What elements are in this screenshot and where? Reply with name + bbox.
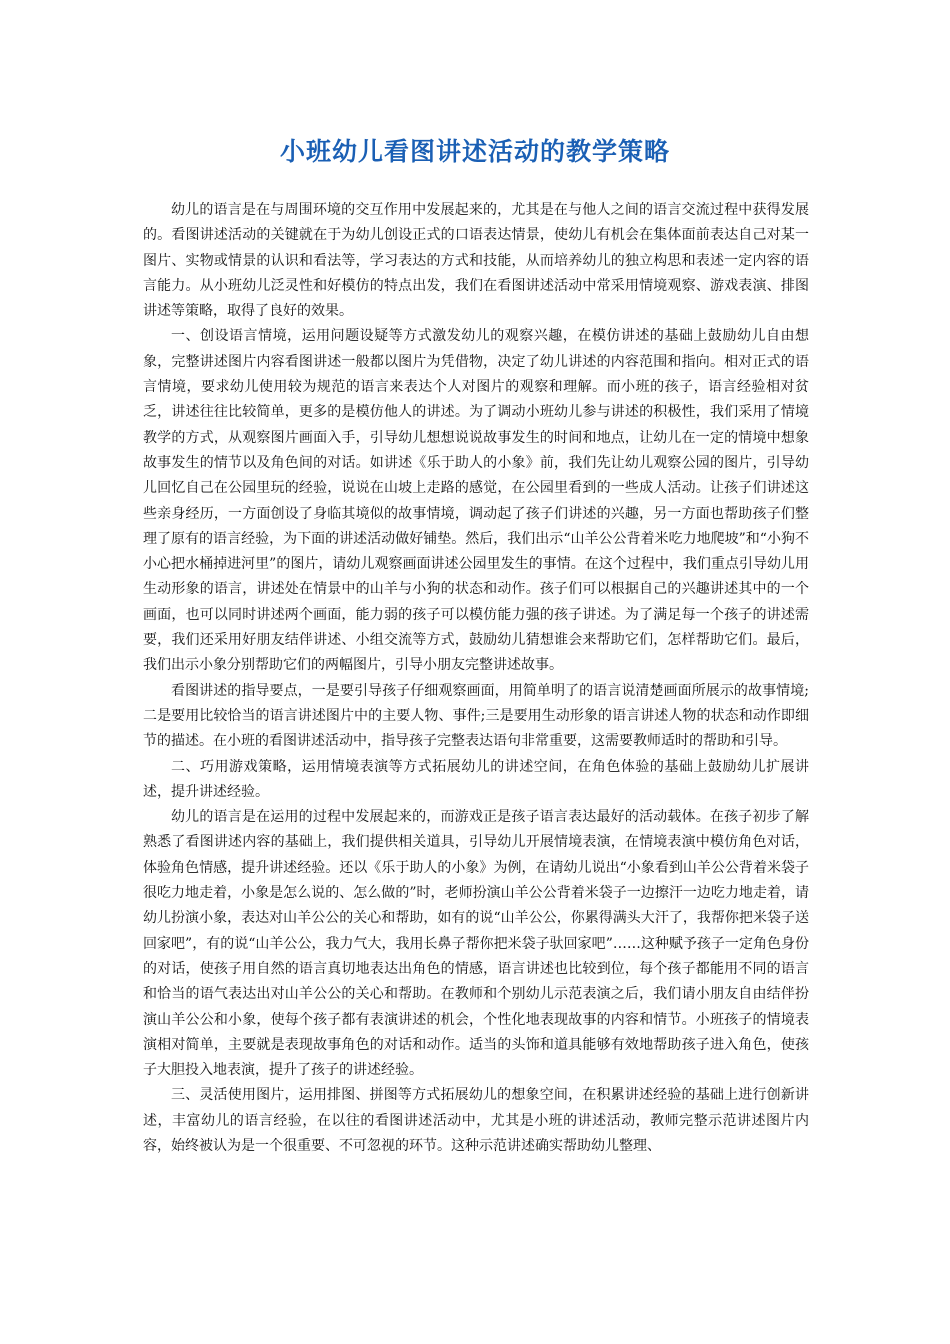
paragraph-section-2-heading: 二、巧用游戏策略，运用情境表演等方式拓展幼儿的讲述空间，在角色体验的基础上鼓励幼儿扩展讲述，提升讲述经验。 [143, 758, 809, 800]
paragraph-section-3: 三、灵活使用图片，运用排图、拼图等方式拓展幼儿的想象空间，在积累讲述经验的基础上进行创新讲述，丰富幼儿的语言经验，在以往的看图讲述活动中，尤其是小班的讲述活动，教师完整示范讲述图片内容，始终被认为是一个很重要、不可忽视的环节。这种示范讲述确实帮助幼儿整理、 [143, 1087, 809, 1154]
paragraph-section-1: 一、创设语言情境，运用问题设疑等方式激发幼儿的观察兴趣，在模仿讲述的基础上鼓励幼儿自由想象，完整讲述图片内容看图讲述一般都以图片为凭借物，决定了幼儿讲述的内容范围和指向。相对正式的语言情境，要求幼儿使用较为规范的语言来表达个人对图片的观察和理解。而小班的孩子，语言经验相对贫乏，讲述往往比较简单，更多的是模仿他人的讲述。为了调动小班幼儿参与讲述的积极性，我们采用了情境教学的方式，从观察图片画面入手，引导幼儿想想说说故事发生的时间和地点，让幼儿在一定的情境中想象故事发生的情节以及角色间的对话。如讲述《乐于助人的小象》前，我们先让幼儿观察公园的图片，引导幼儿回忆自己在公园里玩的经验，说说在山坡上走路的感觉，在公园里看到的一些成人活动。让孩子们讲述这些亲身经历，一方面创设了身临其境似的故事情境，调动起了孩子们讲述的兴趣，另一方面也帮助孩子们整理了原有的语言经验，为下面的讲述活动做好铺垫。然后，我们出示“山羊公公背着米吃力地爬坡”和“小狗不小心把水桶掉进河里”的图片，请幼儿观察画面讲述公园里发生的事情。在这个过程中，我们重点引导幼儿用生动形象的语言，讲述处在情景中的山羊与小狗的状态和动作。孩子们可以根据自己的兴趣讲述其中的一个画面，也可以同时讲述两个画面，能力弱的孩子可以模仿能力强的孩子讲述。为了满足每一个孩子的讲述需要，我们还采用好朋友结伴讲述、小组交流等方式，鼓励幼儿猜想谁会来帮助它们，怎样帮助它们。最后，我们出示小象分别帮助它们的两幅图片，引导小朋友完整讲述故事。 [143, 328, 809, 674]
document-title: 小班幼儿看图讲述活动的教学策略 [279, 137, 670, 166]
document-body [143, 198, 809, 1159]
paragraph-intro: 幼儿的语言是在与周围环境的交互作用中发展起来的，尤其是在与他人之间的语言交流过程中获得发展的。看图讲述活动的关键就在于为幼儿创设正式的口语表达情景，使幼儿有机会在集体面前表达自己对某一图片、实物或情景的认识和看法等，学习表达的方式和技能，从而培养幼儿的独立构思和表述一定内容的语言能力。从小班幼儿泛灵性和好模仿的特点出发，我们在看图讲述活动中常采用情境观察、游戏表演、排图讲述等策略，取得了良好的效果。 [143, 202, 809, 320]
paragraph-guidance: 看图讲述的指导要点，一是要引导孩子仔细观察画面，用简单明了的语言说清楚画面所展示的故事情境;二是要用比较恰当的语言讲述图片中的主要人物、事件;三是要用生动形象的语言讲述人物的状态和动作即细节的描述。在小班的看图讲述活动中，指导孩子完整表达语句非常重要，这需要教师适时的帮助和引导。 [143, 682, 809, 750]
paragraph-section-2: 幼儿的语言是在运用的过程中发展起来的，而游戏正是孩子语言表达最好的活动载体。在孩子初步了解熟悉了看图讲述内容的基础上，我们提供相关道具，引导幼儿开展情境表演，在情境表演中模仿角色对话，体验角色情感，提升讲述经验。还以《乐于助人的小象》为例，在请幼儿说出“小象看到山羊公公背着米袋子很吃力地走着，小象是怎么说的、怎么做的”时，老师扮演山羊公公背着米袋子一边擦汗一边吃力地走着，请幼儿扮演小象，表达对山羊公公的关心和帮助，如有的说“山羊公公，你累得满头大汗了，我帮你把米袋子送回家吧”，有的说“山羊公公，我力气大，我用长鼻子帮你把米袋子驮回家吧”……这种赋予孩子一定角色身份的对话，使孩子用自然的语言真切地表达出角色的情感，语言讲述也比较到位，每个孩子都能用不同的语言和恰当的语气表达出对山羊公公的关心和帮助。在教师和个别幼儿示范表演之后，我们请小朋友自由结伴扮演山羊公公和小象，使每个孩子都有表演讲述的机会，个性化地表现故事的内容和情节。小班孩子的情境表演相对简单，主要就是表现故事角色的对话和动作。适当的头饰和道具能够有效地帮助孩子进入角色，使孩子大胆投入地表演，提升了孩子的讲述经验。 [143, 809, 809, 1079]
